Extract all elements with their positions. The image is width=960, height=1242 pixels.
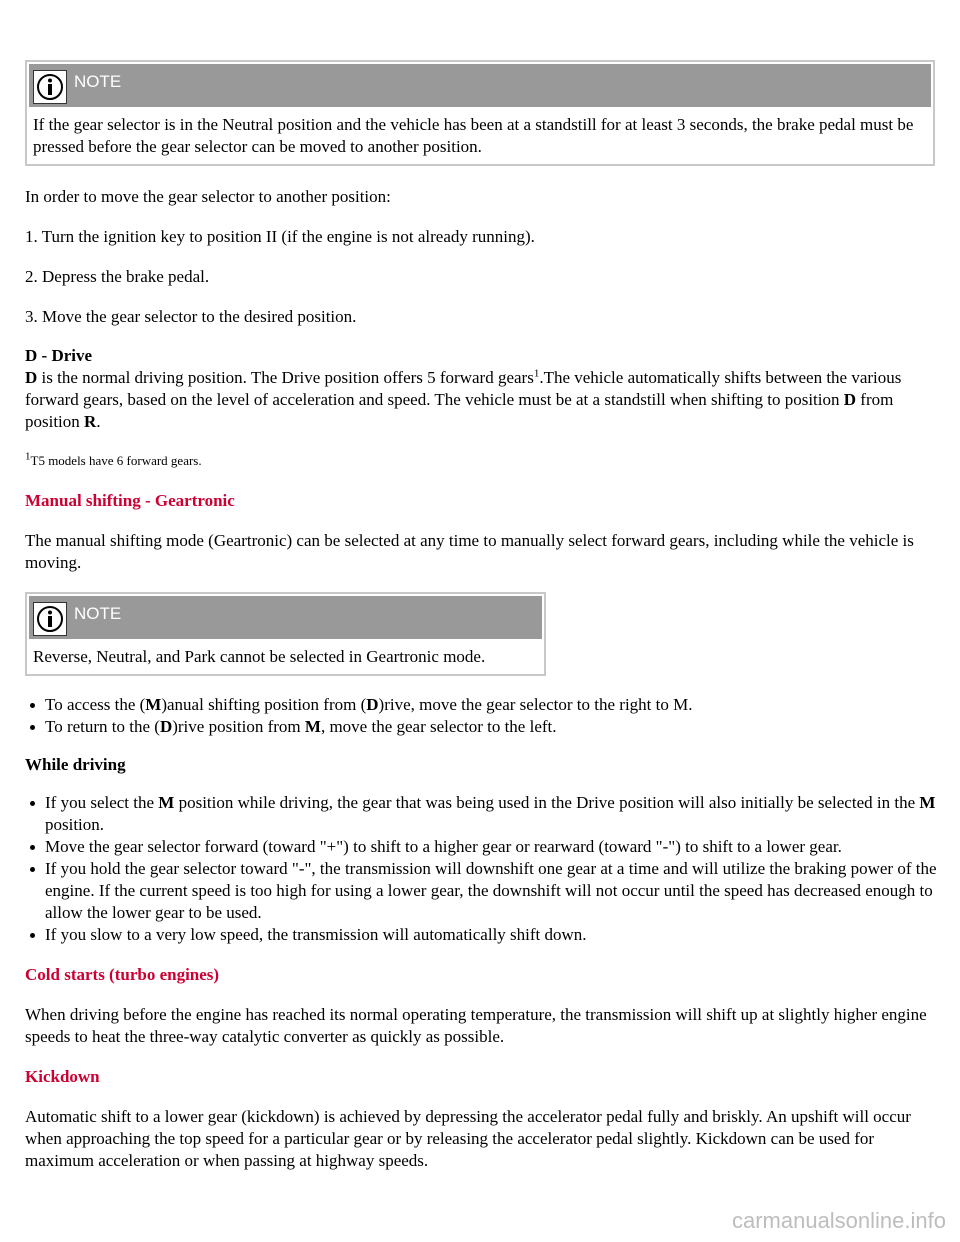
step-2: 2. Depress the brake pedal. bbox=[25, 267, 210, 286]
drive-r: R bbox=[84, 412, 97, 431]
note-title: NOTE bbox=[74, 604, 122, 623]
note-title: NOTE bbox=[74, 72, 122, 91]
footnote-ref: 1 bbox=[533, 367, 540, 380]
list-item: If you select the M position while driving, the gear that was being used in the Drive position will also initially be selected in the M position. bbox=[45, 792, 940, 836]
kickdown-text: Automatic shift to a lower gear (kickdown) is achieved by depressing the accelerator pedal fully and briskly. An upshift will occur when approaching the top speed for a particular gear or by releasing the accelerator pedal slightly. Kickdown can be used for maximum acceleration or when passing at highway speeds. bbox=[25, 1107, 911, 1170]
note-box-geartronic bbox=[25, 592, 546, 676]
list-item: Move the gear selector forward (toward "+") to shift to a higher gear or rearward (toward "-") to shift to a lower gear. bbox=[45, 836, 940, 858]
manual-page bbox=[25, 60, 940, 1172]
list-item: If you slow to a very low speed, the transmission will automatically shift down. bbox=[45, 924, 940, 946]
note-text: If the gear selector is in the Neutral position and the vehicle has been at a standstill for at least 3 seconds, the brake pedal must be pressed before the gear selector can be moved to another position. bbox=[33, 115, 914, 156]
kickdown-heading: Kickdown bbox=[25, 1067, 100, 1086]
drive-d2: D bbox=[843, 390, 857, 409]
manual-shifting-text: The manual shifting mode (Geartronic) can be selected at any time to manually select forward gears, including while the vehicle is moving. bbox=[25, 531, 914, 572]
footnote-text: T5 models have 6 forward gears. bbox=[30, 453, 202, 468]
drive-text-3: from position bbox=[25, 390, 894, 431]
watermark: carmanualsonline.info bbox=[731, 1208, 946, 1233]
info-icon bbox=[33, 70, 67, 104]
step-3: 3. Move the gear selector to the desired position. bbox=[25, 307, 357, 326]
info-icon bbox=[33, 602, 67, 636]
list-item: To access the (M)anual shifting position from (D)rive, move the gear selector to the right to M. bbox=[45, 694, 940, 716]
list-item: If you hold the gear selector toward "-", the transmission will downshift one gear at a time and will utilize the braking power of the engine. If the current speed is too high for using a lower gear, the downshift will not occur until the speed has decreased enough to allow the lower gear to be used. bbox=[45, 858, 940, 924]
drive-text-2: .The vehicle automatically shifts between the various forward gears, based on the level of acceleration and speed. The vehicle must be at a standstill when shifting to position bbox=[25, 368, 902, 409]
drive-paragraph bbox=[25, 367, 940, 433]
while-driving-list bbox=[25, 792, 940, 946]
while-driving-heading: While driving bbox=[25, 755, 126, 774]
note-text: Reverse, Neutral, and Park cannot be selected in Geartronic mode. bbox=[33, 647, 486, 666]
list-item: To return to the (D)rive position from M, move the gear selector to the left. bbox=[45, 716, 940, 738]
drive-text-1: is the normal driving position. The Drive position offers 5 forward gears bbox=[37, 368, 534, 387]
step-1: 1. Turn the ignition key to position II (if the engine is not already running). bbox=[25, 227, 535, 246]
drive-heading: D - Drive bbox=[25, 346, 93, 365]
manual-shifting-heading: Manual shifting - Geartronic bbox=[25, 491, 235, 510]
footnote-mark: 1 bbox=[25, 450, 31, 463]
footnote bbox=[25, 450, 940, 472]
note-header bbox=[29, 64, 931, 107]
note-box bbox=[25, 60, 935, 166]
intro-text: In order to move the gear selector to another position: bbox=[25, 187, 391, 206]
access-list bbox=[25, 694, 940, 738]
note-header bbox=[29, 596, 542, 639]
drive-d: D bbox=[25, 368, 38, 387]
cold-starts-heading: Cold starts (turbo engines) bbox=[25, 965, 220, 984]
cold-starts-text: When driving before the engine has reached its normal operating temperature, the transmission will shift up at slightly higher engine speeds to heat the three-way catalytic converter as quickly as possible. bbox=[25, 1005, 927, 1046]
drive-text-4: . bbox=[96, 412, 101, 431]
